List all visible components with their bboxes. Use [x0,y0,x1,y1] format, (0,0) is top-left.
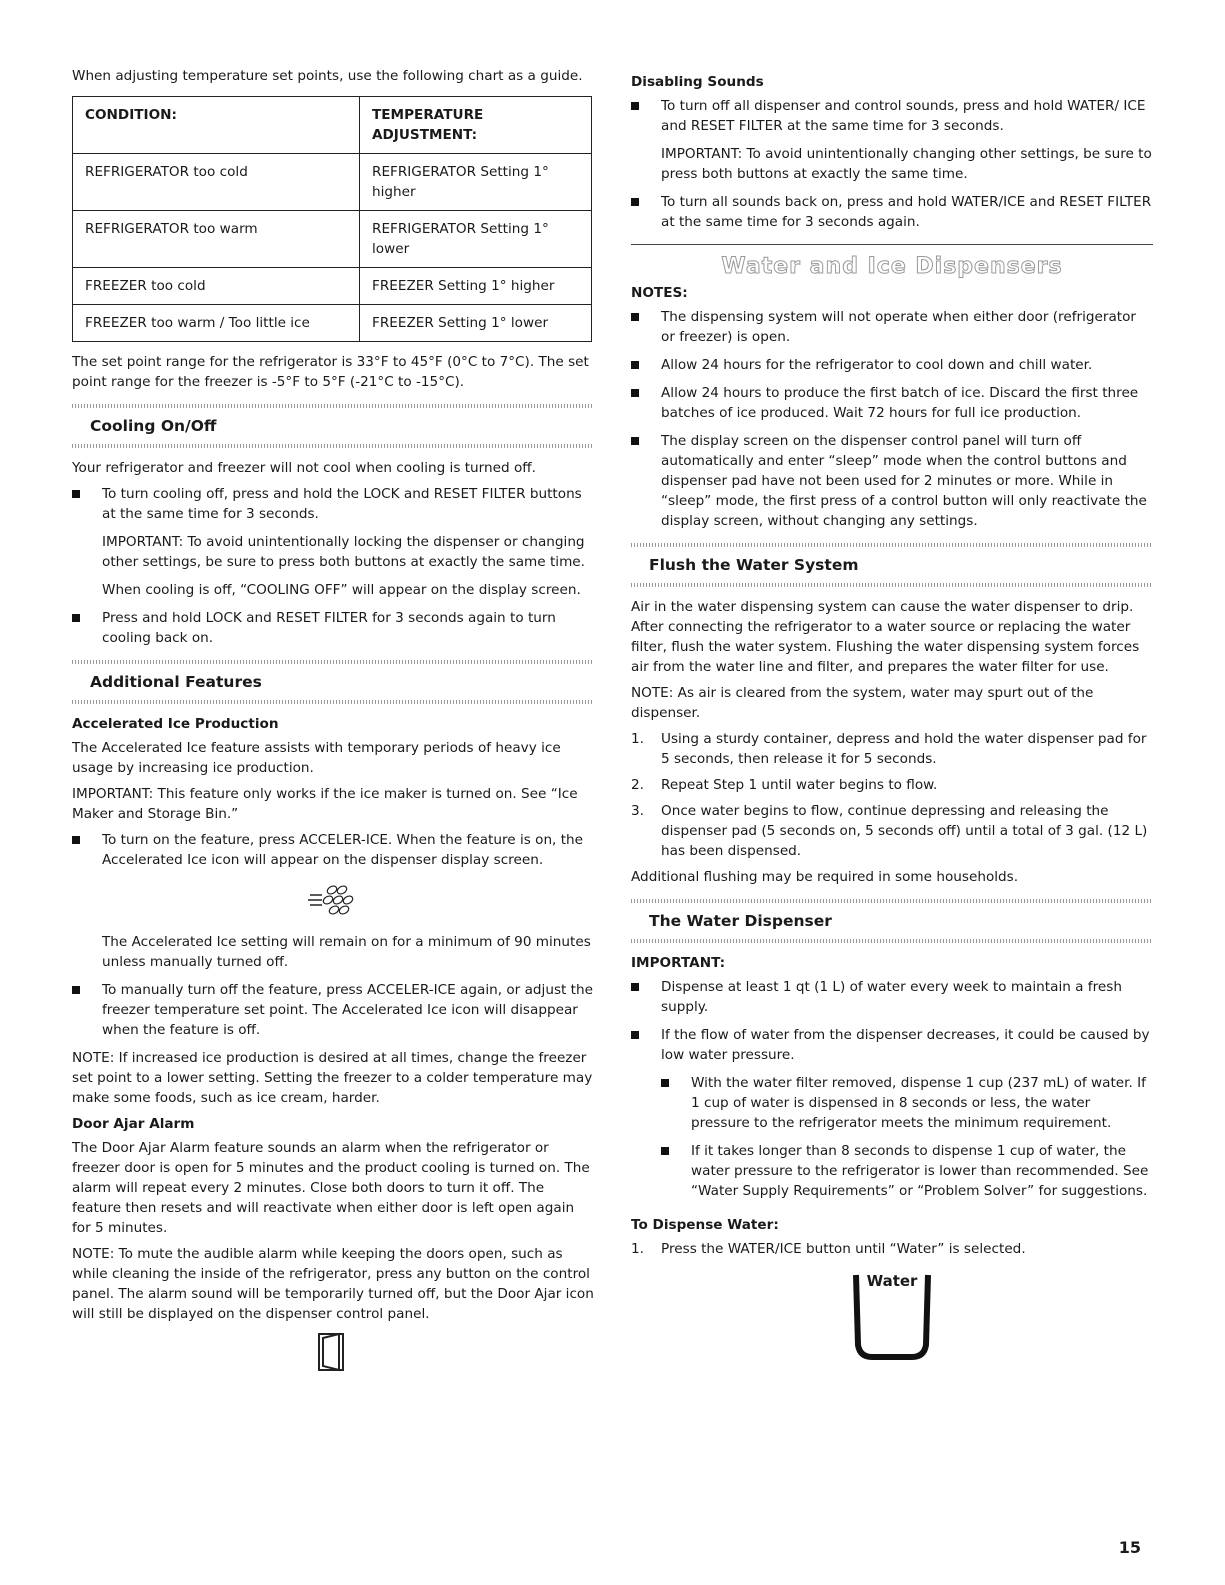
sub-list-item: With the water filter removed, dispense 1 cup (237 mL) of water. If 1 cup of water is dispensed in 8 seconds or less, the water pressure to the refrigerator meets the minimum requirement. [631,1073,1153,1133]
important-text: IMPORTANT: This feature only works if the ice maker is turned on. See “Ice Maker and Storage Bin.” [72,786,578,822]
water-dispenser-heading-band [631,899,1153,943]
range-text: The set point range for the refrigerator is 33°F to 45°F (0°C to 7°C). The set point range for the freezer is -5°F to 5°F (-21°C to -15°C). [72,354,589,390]
divider [631,939,1153,943]
additional-heading: Additional Features [90,673,262,691]
list-item: The dispensing system will not operate when either door (refrigerator or freezer) is open. [631,307,1153,347]
table-row [73,211,592,268]
door-ajar-icon [72,1330,594,1380]
disabling-sounds-heading: Disabling Sounds [631,74,764,90]
list-item [631,801,1153,861]
cooling-off-text: When cooling is off, “COOLING OFF” will appear on the display screen. [102,582,581,598]
accelerated-ice-heading: Accelerated Ice Production [72,716,279,732]
list-item: Dispense at least 1 qt (1 L) of water every week to maintain a fresh supply. [631,977,1153,1017]
step-text: Once water begins to flow, continue depressing and releasing the dispenser pad (5 seconds on, 5 seconds off) until a total of 3 gal. (12 L) has been dispensed. [661,803,1148,859]
water-icon-label: Water [866,1272,918,1290]
additional-heading-band [72,660,594,704]
temperature-chart [72,96,592,342]
important-text: IMPORTANT: To avoid unintentionally changing other settings, be sure to press both buttons at exactly the same time. [661,146,1152,182]
table-cell: FREEZER Setting 1° lower [360,305,592,342]
table-cell: FREEZER Setting 1° higher [360,268,592,305]
step-number: 1. [631,1241,644,1257]
flush-additional-text: Additional flushing may be required in some households. [631,869,1019,885]
sub-list-item: If it takes longer than 8 seconds to dispense 1 cup of water, the water pressure to the refrigerator is lower than recommended. See “Water Supply Requirements” or “Problem Solver” for suggestions. [631,1141,1153,1201]
step-text: Using a sturdy container, depress and hold the water dispenser pad for 5 seconds, then release it for 5 seconds. [661,731,1147,767]
list-item: To turn cooling off, press and hold the LOCK and RESET FILTER buttons at the same time for 3 seconds. [72,484,594,524]
flush-heading-band [631,543,1153,587]
list-item: The display screen on the dispenser control panel will turn off automatically and enter “sleep” mode when the control buttons and dispenser pad have not been used for 2 minutes or more. While in “sleep” mode, the first press of a control button will only reactivate the display screen, without changing any settings. [631,431,1153,531]
flush-text: Air in the water dispensing system can cause the water dispenser to drip. After connecting the refrigerator to a water source or replacing the water filter, flush the water system. Flushing the water dispensing system forces air from the water line and filter, and prepares the water filter for use. [631,599,1140,675]
list-item [631,775,1153,795]
cooling-heading-band [72,404,594,448]
list-item: Press and hold LOCK and RESET FILTER for 3 seconds again to turn cooling back on. [72,608,594,648]
note-text: NOTE: If increased ice production is desired at all times, change the freezer set point to a lower setting. Setting the freezer to a colder temperature may make some foods, such as ice cream, harder. [72,1050,593,1106]
list-item: Allow 24 hours to produce the first batch of ice. Discard the first three batches of ice produced. Wait 72 hours for full ice production. [631,383,1153,423]
note-text: NOTE: As air is cleared from the system, water may spurt out of the dispenser. [631,685,1094,721]
divider [72,444,594,448]
section-title: Water and Ice Dispensers [721,254,1063,279]
table-header: CONDITION: [73,97,360,154]
table-cell: REFRIGERATOR Setting 1° lower [360,211,592,268]
step-number: 2. [631,777,644,793]
list-item: If the flow of water from the dispenser decreases, it could be caused by low water pressure. [631,1025,1153,1065]
step-number: 1. [631,731,644,747]
table-row [73,305,592,342]
table-cell: REFRIGERATOR too cold [73,154,360,211]
step-text: Repeat Step 1 until water begins to flow. [661,777,938,793]
page-number: 15 [1118,1538,1141,1557]
divider [631,583,1153,587]
list-item [631,729,1153,769]
right-column [631,66,1153,1373]
water-cup-icon [631,1265,1153,1365]
cooling-heading: Cooling On/Off [90,417,217,435]
accelerated-ice-icon [72,878,594,924]
section-divider [631,244,1153,245]
flush-heading: Flush the Water System [649,556,859,574]
water-dispenser-heading: The Water Dispenser [649,912,832,930]
important-heading: IMPORTANT: [631,955,726,971]
list-item: To manually turn off the feature, press ACCELER-ICE again, or adjust the freezer temperature set point. The Accelerated Ice icon will disappear when the feature is off. [72,980,594,1040]
list-item: To turn all sounds back on, press and hold WATER/ICE and RESET FILTER at the same time for 3 seconds again. [631,192,1153,232]
accelerated-ice-text: The Accelerated Ice feature assists with temporary periods of heavy ice usage by increasing ice production. [72,740,561,776]
table-cell: REFRIGERATOR too warm [73,211,360,268]
table-cell: FREEZER too cold [73,268,360,305]
table-row [73,154,592,211]
step-text: Press the WATER/ICE button until “Water” is selected. [661,1241,1026,1257]
list-item [631,1239,1153,1259]
table-cell: FREEZER too warm / Too little ice [73,305,360,342]
dispense-water-heading: To Dispense Water: [631,1217,779,1233]
list-item: Allow 24 hours for the refrigerator to cool down and chill water. [631,355,1153,375]
table-header: TEMPERATURE ADJUSTMENT: [360,97,592,154]
intro-text: When adjusting temperature set points, use the following chart as a guide. [72,68,583,84]
accelerated-ice-duration: The Accelerated Ice setting will remain on for a minimum of 90 minutes unless manually turned off. [102,934,591,970]
divider [72,700,594,704]
table-header-row [73,97,592,154]
list-item: To turn off all dispenser and control sounds, press and hold WATER/ ICE and RESET FILTER at the same time for 3 seconds. [631,96,1153,136]
table-cell: REFRIGERATOR Setting 1° higher [360,154,592,211]
note-text: NOTE: To mute the audible alarm while keeping the doors open, such as while cleaning the inside of the refrigerator, press any button on the control panel. The alarm sound will be temporarily turned off, but the Door Ajar icon will still be displayed on the dispenser control panel. [72,1246,594,1322]
list-item: To turn on the feature, press ACCELER-ICE. When the feature is on, the Accelerated Ice icon will appear on the dispenser display screen. [72,830,594,870]
step-number: 3. [631,803,644,819]
left-column [72,66,594,1388]
door-ajar-text: The Door Ajar Alarm feature sounds an alarm when the refrigerator or freezer door is open for 5 minutes and the product cooling is turned on. The alarm will repeat every 2 minutes. Close both doors to turn it off. The feature then resets and will reactivate when either door is left open again for 5 minutes. [72,1140,590,1236]
cooling-text: Your refrigerator and freezer will not cool when cooling is turned off. [72,460,536,476]
door-ajar-heading: Door Ajar Alarm [72,1116,195,1132]
important-text: IMPORTANT: To avoid unintentionally locking the dispenser or changing other settings, be sure to press both buttons at exactly the same time. [102,534,585,570]
notes-heading: NOTES: [631,285,688,301]
table-row [73,268,592,305]
